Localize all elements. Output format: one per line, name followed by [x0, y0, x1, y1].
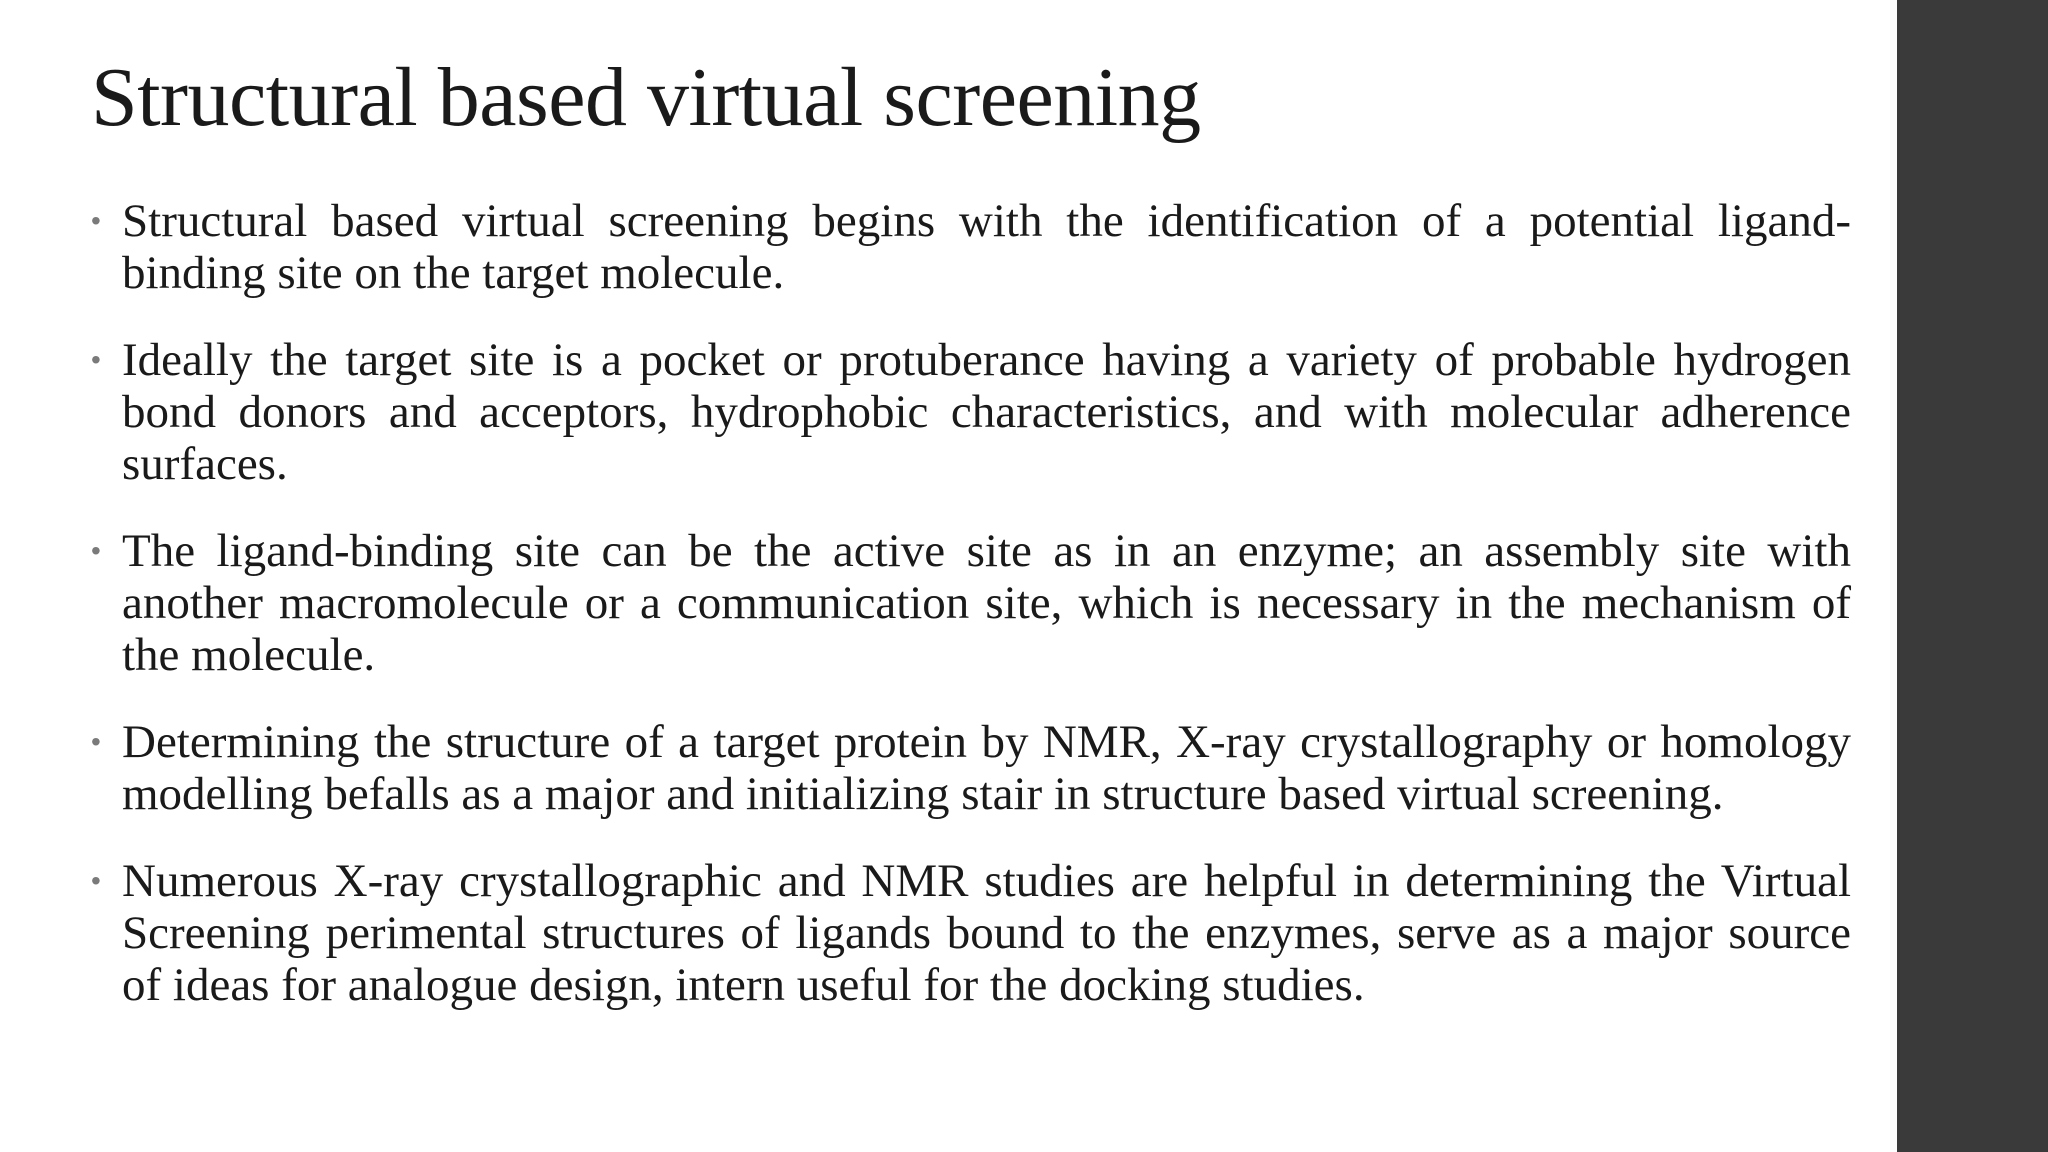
bullet-item [91, 855, 1851, 1011]
bullet-list [91, 195, 1851, 1046]
bullet-item [91, 525, 1851, 681]
bullet-icon: • [91, 865, 101, 896]
bullet-text: Determining the structure of a target protein by NMR, X-ray crystallography or homology modelling befalls as a major and initializing stair in structure based virtual screening. [122, 716, 1851, 820]
bullet-text: The ligand-binding site can be the active site as in an enzyme; an assembly site with another macromolecule or a communication site, which is necessary in the mechanism of the molecule. [122, 525, 1851, 681]
bullet-icon: • [91, 344, 101, 375]
bullet-item [91, 716, 1851, 820]
bullet-item [91, 195, 1851, 299]
bullet-text: Ideally the target site is a pocket or protuberance having a variety of probable hydrogen bond donors and acceptors, hydrophobic characteristics, and with molecular adherence surfaces. [122, 334, 1851, 490]
slide-title: Structural based virtual screening [91, 51, 1201, 144]
bullet-icon: • [91, 205, 101, 236]
bullet-text: Numerous X-ray crystallographic and NMR studies are helpful in determining the Virtual Screening perimental structures of ligands bound to the enzymes, serve as a major source of ideas for analogue design, intern useful for the docking studies. [122, 855, 1851, 1011]
bullet-icon: • [91, 535, 101, 566]
bullet-text: Structural based virtual screening begins with the identification of a potential ligand-binding site on the target molecule. [122, 195, 1851, 299]
bullet-item [91, 334, 1851, 490]
bullet-icon: • [91, 726, 101, 757]
side-accent-bar [1897, 0, 2048, 1152]
